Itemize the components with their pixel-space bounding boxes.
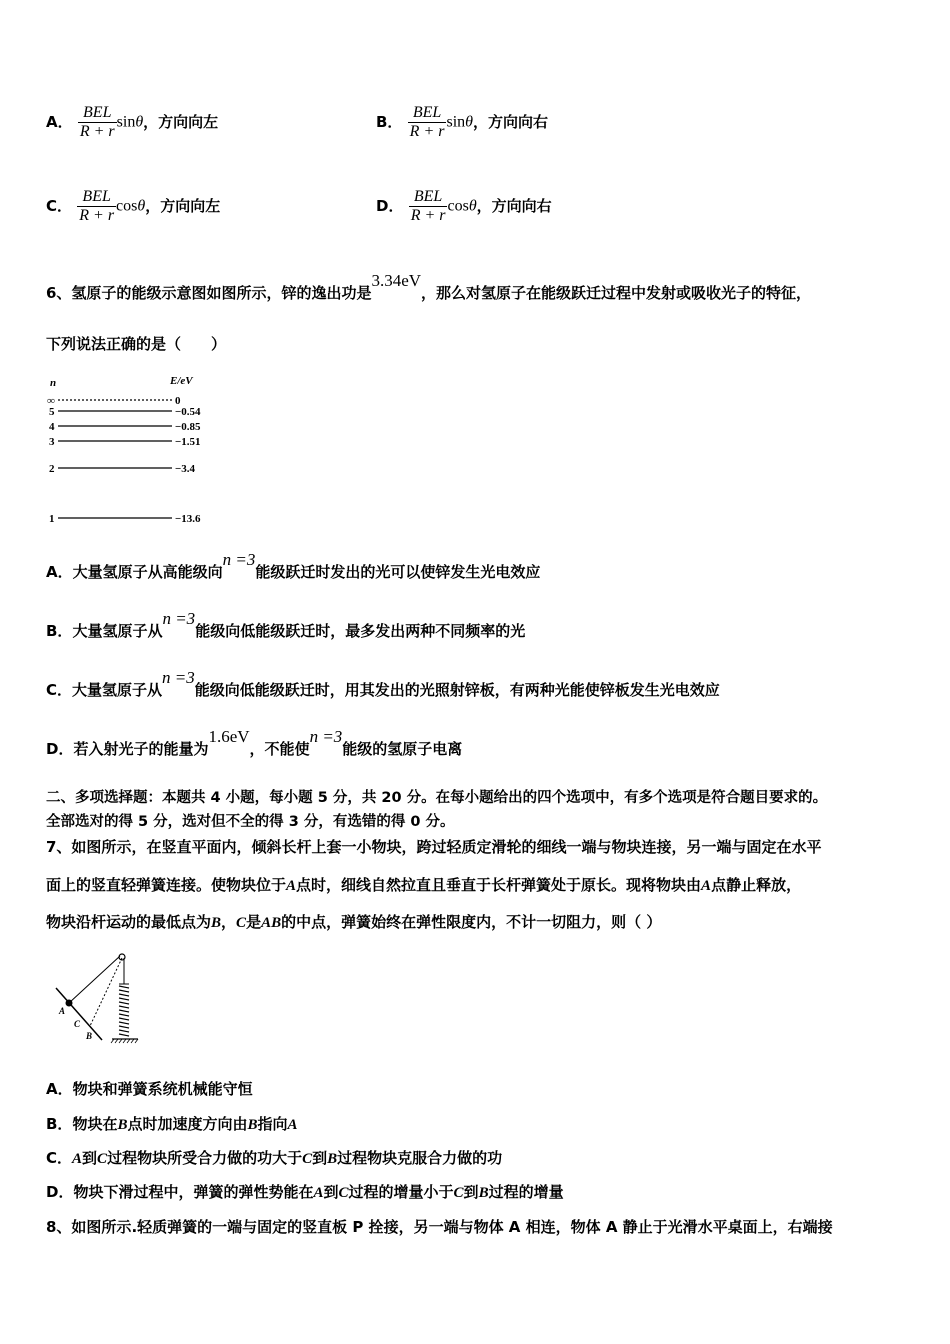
- q5-option-c: [46, 188, 220, 225]
- figure-label-b: B: [86, 1031, 93, 1041]
- q7-stem-line2: 面上的竖直轻弹簧连接。使物块位于A点时，细线自然拉直且垂直于长杆弹簧处于原长。现将物块由A点静止释放，: [46, 876, 802, 894]
- level-n-2: 2: [49, 463, 55, 475]
- q6-option-a: A．大量氢原子从高能级向n =3能级跃迁时发出的光可以使锌发生光电效应: [46, 550, 541, 581]
- q5-option-d: [376, 188, 552, 225]
- fraction: $\frac{\text{BEL}}{R + r}$: [79, 188, 115, 224]
- spring-coil: [119, 1006, 129, 1008]
- level-e-3: −1.51: [175, 436, 201, 448]
- math-n3: n =3: [222, 550, 256, 569]
- level-n-inf: ∞: [47, 395, 55, 407]
- spring-coil: [119, 1010, 129, 1012]
- figure-label-c: C: [74, 1019, 81, 1029]
- photon-energy-value: 1.6eV: [208, 727, 250, 746]
- spring-coil: [119, 1018, 129, 1020]
- spring-coil: [119, 1034, 129, 1036]
- pulley-spring-figure: [50, 944, 150, 1044]
- direction-text: ，方向向左: [143, 113, 219, 131]
- energy-level-diagram: [44, 372, 224, 532]
- string-to-block: [69, 956, 120, 1003]
- trig-function: cosθ: [447, 197, 477, 215]
- spring-coil: [119, 1002, 129, 1004]
- trig-function: sinθ: [116, 113, 144, 131]
- spring-coil: [119, 986, 129, 988]
- q6-option-d: D．若入射光子的能量为1.6eV，不能使n =3能级的氢原子电离: [46, 727, 463, 758]
- direction-text: ，方向向右: [473, 113, 549, 131]
- q5-option-b: [376, 104, 548, 141]
- level-n-1: 1: [49, 513, 55, 525]
- spring-coil: [119, 998, 129, 1000]
- q6-option-c: C．大量氢原子从n =3能级向低能级跃迁时，用其发出的光照射锌板，有两种光能使锌板发生光电效应: [46, 668, 720, 699]
- string-dashed: [90, 958, 122, 1026]
- option-label: B．: [376, 113, 403, 131]
- q7-option-a: A．物块和弹簧系统机械能守恒: [46, 1080, 253, 1098]
- q7-stem-line3: 物块沿杆运动的最低点为B，C是AB的中点，弹簧始终在弹性限度内，不计一切阻力，则（ ）: [46, 913, 662, 931]
- spring-coil: [119, 994, 129, 996]
- block: [66, 1000, 73, 1007]
- figure-label-a: A: [59, 1006, 66, 1016]
- level-n-5: 5: [49, 406, 55, 418]
- option-label: C．: [46, 197, 73, 215]
- option-label: A．: [46, 113, 73, 131]
- diagram-n-label: n: [50, 377, 57, 389]
- section-heading-line1: 二、多项选择题：本题共 4 小题，每小题 5 分，共 20 分。在每小题给出的四个选项中，有多个选项是符合题目要求的。: [46, 790, 828, 806]
- option-label: D．: [376, 197, 404, 215]
- level-e-1: −13.6: [175, 513, 201, 525]
- math-n3: n =3: [309, 727, 343, 746]
- level-n-3: 3: [49, 436, 55, 448]
- q6-stem-line2: 下列说法正确的是（ ）: [46, 335, 227, 353]
- spring-coil: [119, 1014, 129, 1016]
- diagram-energy-label: E/eV: [170, 375, 193, 387]
- q6-option-b: B．大量氢原子从n =3能级向低能级跃迁时，最多发出两种不同频率的光: [46, 609, 526, 640]
- q7-option-d: D．物块下滑过程中，弹簧的弹性势能在A到C过程的增量小于C到B过程的增量: [46, 1183, 564, 1201]
- q5-option-a: [46, 104, 218, 141]
- q7-stem-line1: 7、如图所示，在竖直平面内，倾斜长杆上套一小物块，跨过轻质定滑轮的细线一端与物块连接，另一端与固定在水平: [46, 838, 822, 856]
- math-n3: n =3: [162, 668, 195, 687]
- fraction: $\frac{\text{BEL}}{R + r}$: [409, 104, 445, 140]
- q7-option-b: B．物块在B点时加速度方向由B指向A: [46, 1115, 298, 1133]
- fraction: $\frac{\text{BEL}}{R + r}$: [410, 188, 446, 224]
- work-function-value: 3.34eV: [371, 271, 422, 290]
- direction-text: ，方向向左: [145, 197, 221, 215]
- q6-stem-line1: 6、氢原子的能级示意图如图所示，锌的逸出功是3.34eV，那么对氢原子在能级跃迁过程中发射或吸收光子的特征，: [46, 271, 812, 302]
- level-e-inf: 0: [175, 395, 181, 407]
- math-n3: n =3: [162, 609, 196, 628]
- trig-function: sinθ: [446, 113, 473, 131]
- level-n-4: 4: [49, 421, 55, 433]
- level-e-5: −0.54: [175, 406, 201, 418]
- trig-function: cosθ: [116, 197, 146, 215]
- section-heading-line2: 全部选对的得 5 分，选对但不全的得 3 分，有选错的得 0 分。: [46, 814, 455, 830]
- spring-coil: [119, 1022, 129, 1024]
- level-e-4: −0.85: [175, 421, 201, 433]
- q7-option-c: C．A到C过程物块所受合力做的功大于C到B过程物块克服合力做的功: [46, 1149, 503, 1167]
- spring-coil: [119, 1030, 129, 1032]
- fraction: $\frac{\text{BEL}}{R + r}$: [79, 104, 115, 140]
- direction-text: ，方向向右: [476, 197, 552, 215]
- q8-stem-line1: 8、如图所示.轻质弹簧的一端与固定的竖直板 P 拴接，另一端与物体 A 相连，物体 A 静止于光滑水平桌面上，右端接: [46, 1218, 833, 1236]
- spring-coil: [119, 990, 129, 992]
- spring-coil: [119, 1026, 129, 1028]
- level-e-2: −3.4: [175, 463, 196, 475]
